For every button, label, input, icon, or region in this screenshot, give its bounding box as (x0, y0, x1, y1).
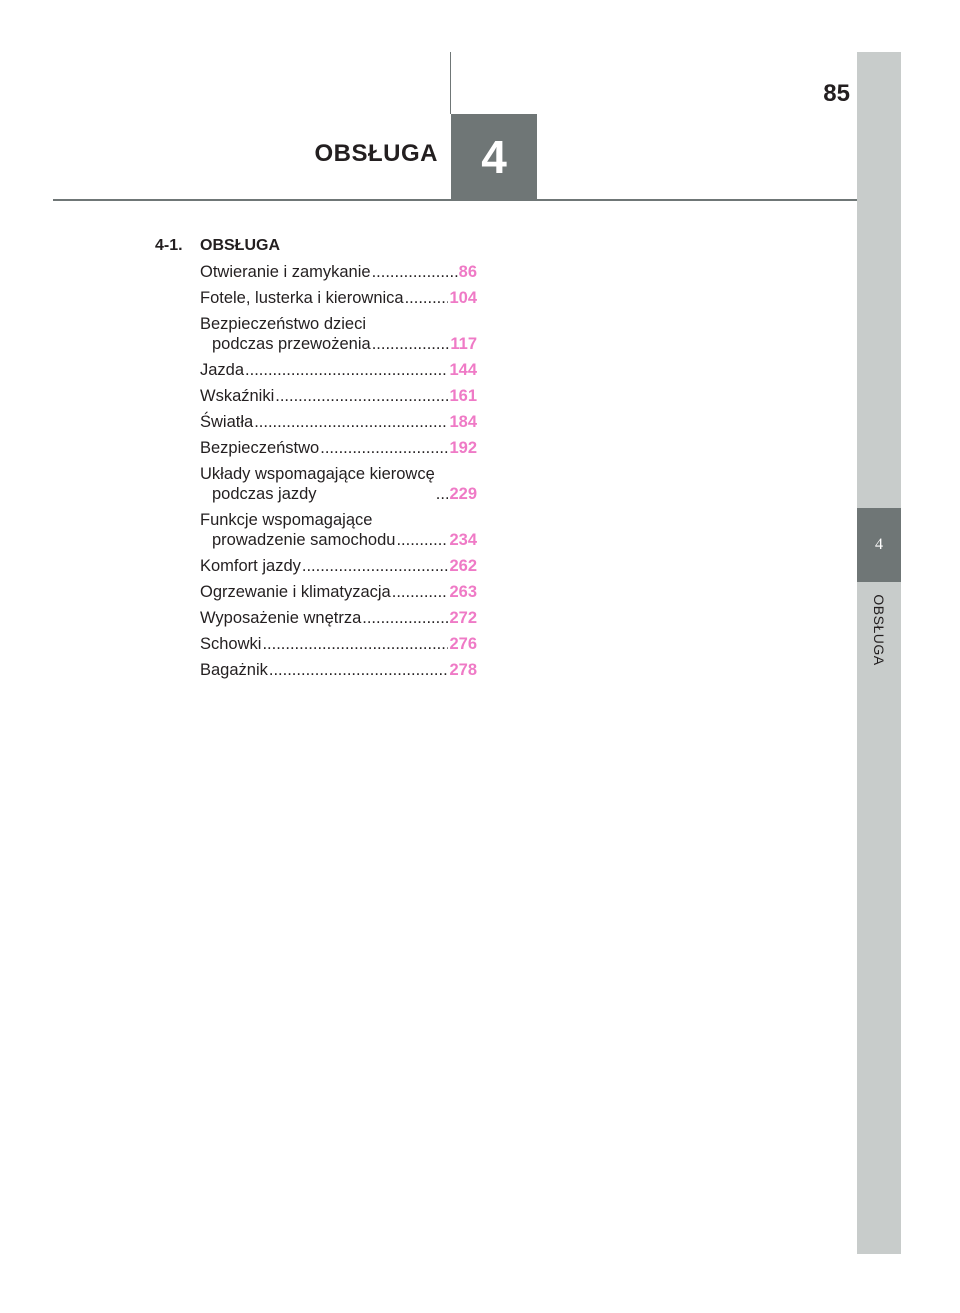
toc-entry-text (200, 314, 371, 354)
toc-entry[interactable] (200, 360, 477, 380)
toc-entry-title: Jazda (200, 361, 245, 379)
toc-page-link[interactable]: 86 (458, 263, 477, 281)
toc-leader-dots (372, 262, 458, 282)
side-chapter-number: 4 (875, 536, 883, 553)
toc-entry-text (200, 660, 268, 680)
toc-entry-title: Bagażnik (200, 661, 268, 679)
toc-entry-text (200, 360, 244, 380)
toc-page-link[interactable]: 229 (449, 485, 477, 503)
section-number: 4-1. (155, 237, 183, 254)
toc-leader-dots (245, 360, 448, 380)
toc-entry[interactable] (200, 464, 477, 504)
toc-entry[interactable] (200, 314, 477, 354)
toc-leader-dots (405, 288, 449, 308)
toc-entry[interactable] (200, 386, 477, 406)
table-of-contents (155, 236, 477, 686)
toc-page-link[interactable]: 276 (449, 635, 477, 653)
toc-entry[interactable] (200, 412, 477, 432)
page-number: 85 (823, 80, 850, 107)
toc-leader-dots (254, 412, 448, 432)
toc-entry-text (200, 288, 404, 308)
toc-entry[interactable] (200, 262, 477, 282)
toc-leader-dots (320, 438, 448, 458)
toc-leader-dots (396, 530, 448, 550)
toc-entry-title: Ogrzewanie i klimatyzacja (200, 583, 391, 601)
toc-entry-title: Komfort jazdy (200, 557, 301, 575)
toc-entry[interactable] (200, 288, 477, 308)
toc-entry[interactable] (200, 582, 477, 602)
header-divider (450, 52, 451, 114)
toc-page-link[interactable]: 278 (449, 661, 477, 679)
toc-entry-text (200, 582, 391, 602)
toc-entry-title: Funkcje wspomagające (200, 511, 373, 529)
toc-entry-text (200, 510, 395, 550)
toc-page-link[interactable]: 117 (450, 335, 477, 353)
toc-leader-dots (302, 556, 449, 576)
toc-page-link[interactable]: 234 (449, 531, 477, 549)
toc-entry-text (200, 634, 261, 654)
toc-entry-title: Otwieranie i zamykanie (200, 263, 371, 281)
toc-entry[interactable] (200, 660, 477, 680)
toc-entry-title-continued: prowadzenie samochodu (212, 531, 396, 549)
toc-entry[interactable] (200, 608, 477, 628)
toc-leader-dots (269, 660, 449, 680)
toc-entry-text (200, 464, 435, 504)
toc-entry-text (200, 262, 371, 282)
toc-entry-title: Światła (200, 413, 254, 431)
section-title: OBSŁUGA (200, 237, 280, 254)
toc-entry-title: Układy wspomagające kierowcę (200, 465, 435, 483)
toc-entry-title: Wyposażenie wnętrza (200, 609, 362, 627)
toc-entry-text (200, 438, 319, 458)
toc-entry-text (200, 412, 253, 432)
toc-page-link[interactable]: 192 (449, 439, 477, 457)
toc-leader-dots (275, 386, 448, 406)
toc-entry[interactable] (200, 634, 477, 654)
toc-entry[interactable] (200, 556, 477, 576)
toc-entries (155, 262, 477, 680)
toc-entry-title: Bezpieczeństwo dzieci (200, 315, 366, 333)
toc-page-link[interactable]: 263 (449, 583, 477, 601)
toc-page-link[interactable]: 184 (449, 413, 477, 431)
toc-leader-dots (362, 608, 448, 628)
toc-entry[interactable] (200, 438, 477, 458)
header-rule (53, 199, 857, 201)
toc-section-heading (155, 236, 477, 256)
side-chapter-label: OBSŁUGA (871, 594, 887, 666)
toc-page-link[interactable]: 161 (449, 387, 477, 405)
toc-leader-dots (262, 634, 448, 654)
toc-leader-dots (372, 334, 450, 354)
toc-entry-title-continued: podczas jazdy (212, 485, 317, 503)
toc-entry[interactable] (200, 510, 477, 550)
toc-entry-title: Wskaźniki (200, 387, 275, 405)
chapter-number-box: 4 (451, 114, 537, 200)
toc-leader-dots (436, 484, 449, 504)
toc-entry-title: Fotele, lusterka i kierownica (200, 289, 404, 307)
toc-leader-dots (392, 582, 449, 602)
toc-page-link[interactable]: 104 (449, 289, 477, 307)
toc-entry-text (200, 608, 361, 628)
toc-page-link[interactable]: 144 (449, 361, 477, 379)
toc-entry-text (200, 386, 274, 406)
toc-page-link[interactable]: 262 (449, 557, 477, 575)
toc-entry-text (200, 556, 301, 576)
toc-entry-title-continued: podczas przewożenia (212, 335, 371, 353)
toc-entry-title: Schowki (200, 635, 262, 653)
toc-page-link[interactable]: 272 (449, 609, 477, 627)
toc-entry-title: Bezpieczeństwo (200, 439, 320, 457)
chapter-title: OBSŁUGA (314, 140, 438, 167)
